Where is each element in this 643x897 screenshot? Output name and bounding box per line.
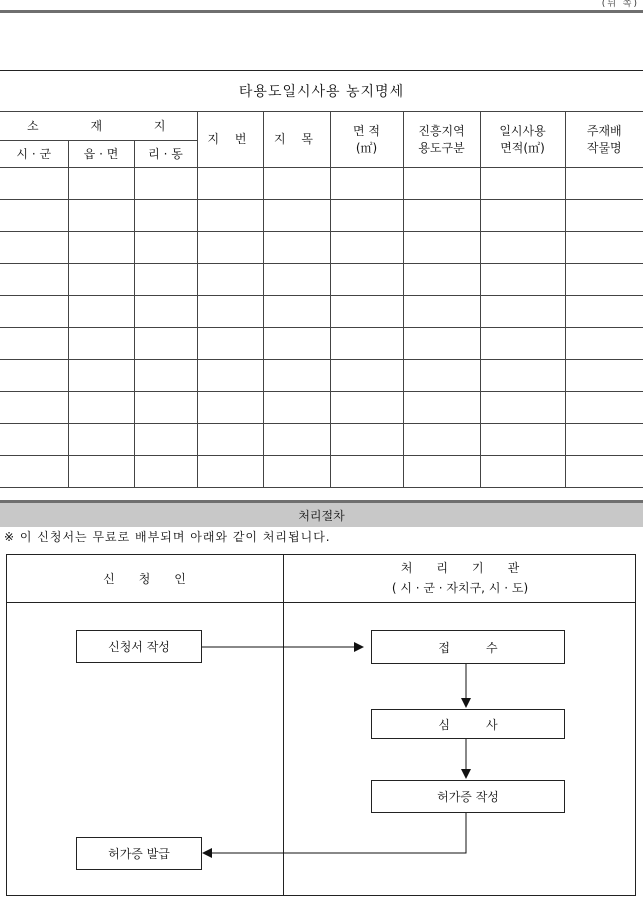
header-location: 소 재 지: [0, 112, 197, 141]
header-eup-myeon: 읍 · 면: [68, 141, 134, 168]
page-side-label: (뒤 쪽): [601, 0, 639, 9]
header-temp-line1: 일시사용: [499, 123, 546, 138]
header-si-gun: 시 · 군: [0, 141, 68, 168]
step-review-label: 심 사: [438, 717, 498, 732]
arrow-permit-to-issue: [203, 813, 466, 853]
header-area-line2: (㎡): [355, 140, 378, 155]
step-receive-label: 접 수: [438, 640, 498, 655]
header-area-line1: 면 적: [353, 123, 380, 138]
header-ri-dong: 리 · 동: [134, 141, 197, 168]
agency-header-line2: ( 시 · 군 · 자치구, 시 · 도): [391, 581, 529, 595]
header-crop-line1: 주재배: [586, 123, 622, 138]
header-zone-line1: 진흥지역: [418, 123, 465, 138]
header-jimok-label: 지 목: [274, 132, 319, 146]
procedure-title: 처리절차: [298, 508, 345, 523]
applicant-header-label: 신 청 인: [103, 571, 186, 586]
step-permit-write-label: 허가증 작성: [437, 790, 499, 804]
header-zone-line2: 용도구분: [418, 140, 465, 155]
step-permit-issue-label: 허가증 발급: [108, 847, 170, 861]
procedure-notice: ※ 이 신청서는 무료로 배부되며 아래와 같이 처리됩니다.: [4, 530, 331, 544]
header-jibeon-label: 지 번: [207, 132, 253, 146]
header-temp-line2: 면적(㎡): [500, 140, 545, 155]
header-crop-line2: 작물명: [586, 140, 622, 155]
agency-header-line1: 처 리 기 관: [400, 561, 520, 575]
page-title: 타용도일시사용 농지명세: [238, 84, 405, 100]
step-write-label: 신청서 작성: [108, 640, 170, 654]
